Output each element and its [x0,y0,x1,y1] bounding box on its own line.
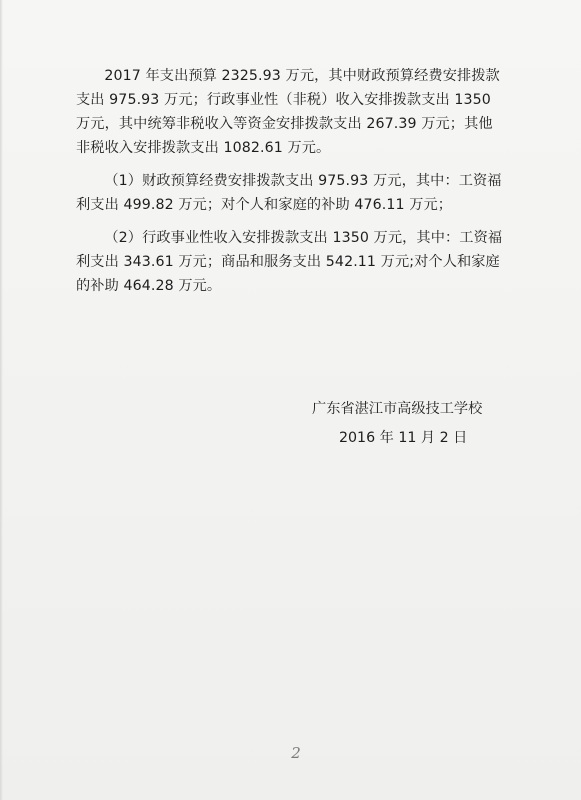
administrative-income-paragraph: （2）行政事业性收入安排拨款支出 1350 万元，其中：工资福利支出 343.61 万元；商品和服务支出 542.11 万元;对个人和家庭的补助 464.28 万元。 [76,230,503,294]
signature-organization: 广东省湛江市高级技工学校 [312,401,483,417]
page-number: 2 [291,744,301,762]
signature-date: 2016 年 11 月 2 日 [339,430,468,446]
scan-edge-shadow [0,0,3,800]
budget-summary-paragraph: 2017 年支出预算 2325.93 万元，其中财政预算经费安排拨款支出 975.93 万元；行政事业性（非税）收入安排拨款支出 1350 万元，其中统筹非税收入等资金安排拨款支出 267.39 万元；其他非税收入安排拨款支出 1082.61 万元。 [76,68,500,156]
fiscal-allocation-paragraph: （1）财政预算经费安排拨款支出 975.93 万元，其中：工资福利支出 499.82 万元；对个人和家庭的补助 476.11 万元； [76,173,502,213]
document-body [76,64,506,298]
